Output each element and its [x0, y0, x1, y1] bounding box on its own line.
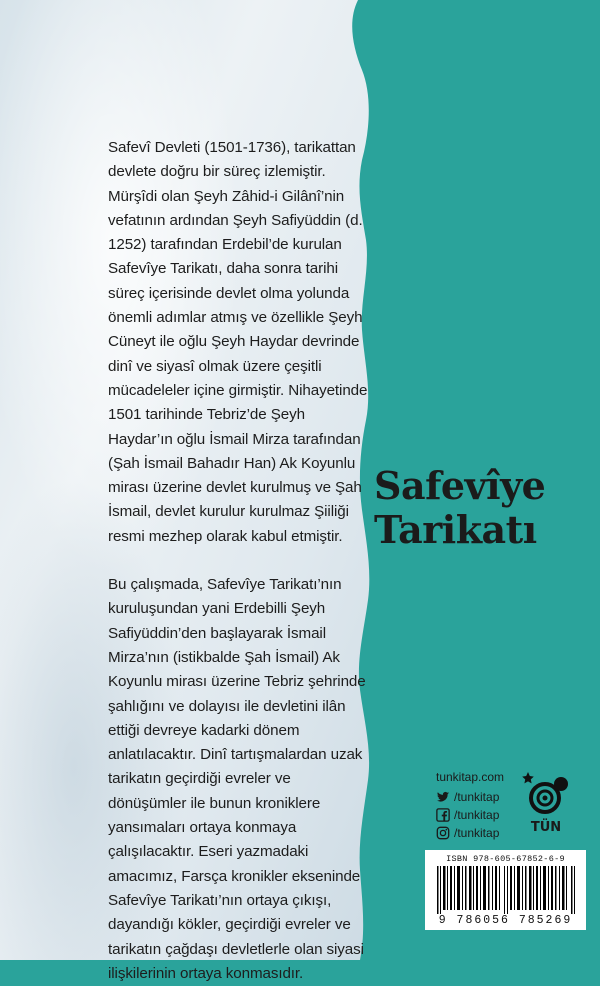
- back-cover-blurb: [108, 136, 370, 986]
- blurb-paragraph-2: Bu çalışmada, Safevîye Tarikatı’nın kuruluşundan yani Erdebilli Şeyh Safiyüddin’den başlayarak İsmail Mirza’nın (istikbalde Şah İsmail) Ak Koyunlu mirası üzerine Tebriz şehrinde şahlığını ve dolayısı ile devletini ilân ettiği devreye kadarki dönem anlatılacaktır. Dinî tartışmalardan uzak tarikatın geçirdiği evreler ve dönüşümler ile bunun kroniklere yansımaları ortaya konmaya çalışılacaktır. Eseri yazmadaki amacımız, Farsça kronikler ekseninde Safevîye Tarikatı’nın ortaya çıkışı, dayandığı kökler, geçirdiği evreler ve tarikatın çağdaşı devletlerle olan siyasi ilişkilerinin ortaya konmasıdır.: [108, 576, 366, 982]
- isbn-label: ISBN 978-605-67852-6-9: [446, 854, 565, 864]
- tun-spiral-icon: [518, 768, 574, 820]
- publisher-logo: [518, 768, 574, 838]
- book-title: [374, 464, 596, 552]
- publisher-website[interactable]: tunkitap.com: [436, 770, 505, 784]
- isbn-number: 9 786056 785269: [438, 914, 573, 927]
- instagram-icon: [436, 826, 450, 840]
- twitter-handle: /tunkitap: [454, 790, 500, 804]
- facebook-icon: [436, 808, 450, 822]
- facebook-handle: /tunkitap: [454, 808, 500, 822]
- instagram-handle: /tunkitap: [454, 826, 500, 840]
- blurb-paragraph-1: Safevî Devleti (1501-1736), tarikattan devlete doğru bir süreç izlemiştir. Mürşîdi olan Şeyh Zâhid-i Gilânî’nin vefatının ardından Şeyh Safiyüddin (d. 1252) tarafından Erdebil’de kurulan Safevîye Tarikatı, daha sonra tarihi süreç içerisinde devlet olma yolunda önemli adımlar atmış ve özellikle Şeyh Cüneyt ile oğlu Şeyh Haydar devrinde dinî ve siyasî olmak üzere çeşitli mücadeleler içine girmiştir. Nihayetinde 1501 tarihinde Tebriz’de Şeyh Haydar’ın oğlu İsmail Mirza tarafından (Şah İsmail Bahadır Han) Ak Koyunlu mirası üzerine devlet kurulmuş ve Şah İsmail, devlet kurulur kurulmaz Şiiliği resmi mezhep olarak kabul etmiştir.: [108, 139, 368, 545]
- publisher-logo-text: TÜN: [530, 820, 562, 835]
- book-title-line-1: Safevîye: [374, 463, 546, 508]
- isbn-barcode: [425, 850, 586, 930]
- twitter-icon: [436, 790, 450, 804]
- book-title-line-2: Tarikatı: [374, 507, 537, 552]
- barcode-bars: [435, 866, 579, 914]
